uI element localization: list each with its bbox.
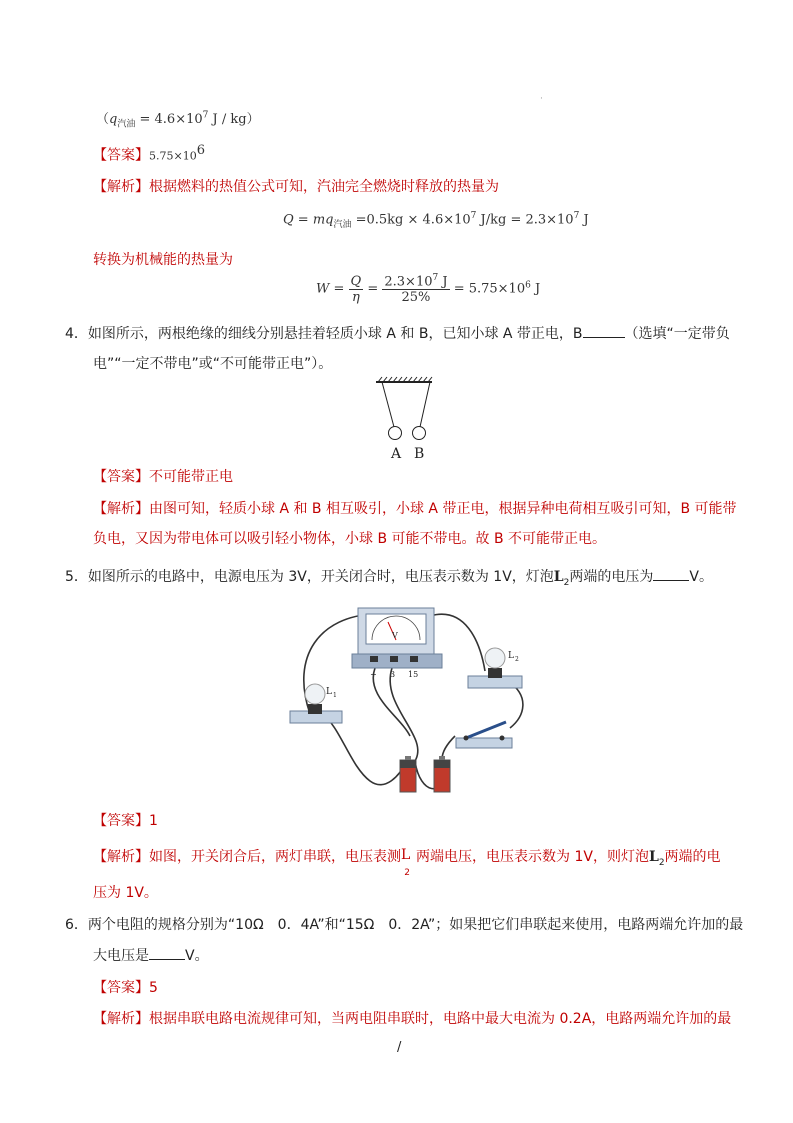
q6-answer: 【答案】5	[93, 980, 158, 996]
thread-b	[420, 382, 430, 427]
voltmeter	[352, 608, 442, 679]
q3-formula-1: $Q = mq_{汽油} =0.5kg \times 4.6\times 10^7$ $J/kg = 2.3\times 10^7$ J	[283, 211, 589, 230]
page-footer: /	[397, 1040, 402, 1055]
q4-analysis-line-1: 【解析】由图可知，轻质小球 A 和 B 相互吸引，小球 A 带正电，根据异种电荷相互吸引可知，B 可能带	[93, 501, 737, 517]
meter-minus: −	[370, 670, 377, 679]
q6-analysis-line-1: 【解析】根据串联电路电流规律可知，当两电阻串联时，电路中最大电流为 0.2A，电路两端允许加的最	[93, 1011, 732, 1027]
q4-question-line-2: 电”“一定不带电”或“不可能带正电”）。	[93, 356, 333, 372]
q5-analysis-line-1: 【解析】如图，开关闭合后，两灯串联，电压表测$L_2$两端电压，电压表示数为 1V，则灯泡$L_2$两端的电	[93, 847, 721, 878]
q6-question-line-2: 大电压是 V。	[93, 948, 209, 964]
analysis-tag: 【解析】	[93, 179, 149, 195]
l2-label: L	[508, 651, 514, 661]
label-a: A	[391, 446, 402, 462]
q5-analysis-line-2: 压为 1V。	[93, 885, 158, 901]
q5-answer: 【答案】1	[93, 813, 158, 829]
switch	[456, 722, 512, 748]
q6-question-line-1: 6．两个电阻的规格分别为“10Ω 0．4A”和“15Ω 0．2A”；如果把它们串联起来使用，电路两端允许加的最	[65, 917, 744, 933]
hanging-balls-figure	[368, 374, 438, 464]
q3-answer: 【答案】$5.75\times 10^6$	[93, 143, 205, 164]
q3-analysis: 【解析】根据燃料的热值公式可知，汽油完全燃烧时释放的热量为	[93, 179, 499, 195]
circuit-figure	[280, 596, 532, 804]
page-dot: ·	[540, 94, 543, 104]
meter-v-label: V	[392, 631, 398, 640]
heat-value-note: （$q_{汽油} = 4.6\times 10^7$ J / kg）	[96, 110, 260, 130]
answer-blank[interactable]	[583, 325, 625, 338]
lamp-l2	[468, 648, 522, 688]
l1-sub: 1	[333, 692, 337, 699]
q4-answer: 【答案】不可能带正电	[93, 469, 233, 485]
lamp-l1	[290, 684, 342, 723]
answer-blank[interactable]	[149, 947, 185, 960]
battery-left	[400, 756, 416, 792]
l1-label: L	[326, 687, 332, 697]
answer-tag: 【答案】	[93, 147, 149, 164]
thread-a	[382, 382, 394, 427]
l2-sub: 2	[515, 656, 519, 663]
answer-blank[interactable]	[653, 568, 689, 581]
q5-question: 5．如图所示的电路中，电源电压为 3V，开关闭合时，电压表示数为 1V，灯泡$L_2$两端的电压为 V。	[65, 569, 713, 588]
ball-b	[413, 427, 426, 440]
q3-convert-text: 转换为机械能的热量为	[93, 252, 233, 268]
q4-question-line-1: 4．如图所示，两根绝缘的细线分别悬挂着轻质小球 A 和 B，已知小球 A 带正电，B （选填“一定带负	[65, 326, 730, 342]
q4-analysis-line-2: 负电，又因为带电体可以吸引轻小物体，小球 B 可能不带电。故 B 不可能带正电。	[93, 531, 607, 547]
meter-3: 3	[390, 670, 396, 679]
ball-a	[389, 427, 402, 440]
battery-right	[434, 756, 450, 792]
q3-formula-2: W = $\frac{Q}{\eta}$ = $\frac{2.3\times 10^7 J}{25\%}$ = $5.75\times 10^6$ J	[316, 273, 541, 306]
label-b: B	[414, 446, 425, 462]
meter-15: 15	[408, 670, 419, 679]
